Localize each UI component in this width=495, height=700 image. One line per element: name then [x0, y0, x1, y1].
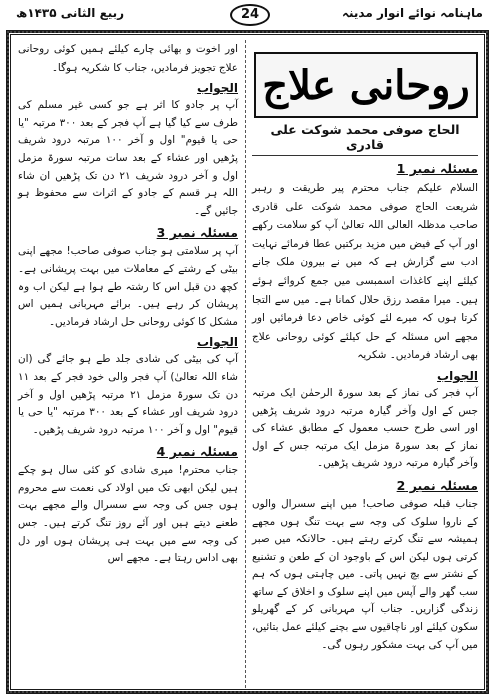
- question-2-text: جناب قبلہ صوفی صاحب! میں اپنے سسرال والوں کے ناروا سلوک کی وجہ سے بہت تنگ ہوں مجھے ہمیشہ سے تنگ کرتے رہتے ہیں۔ حالانکہ میں صبر کرتی ہوں لیکن اس کے باوجود ان کے طعن و تشنیع کے نشتر سے بچ نہیں پاتی۔ میں چاہتی ہوں کہ ہم سب گھر والے آپس میں اپنے سلوک و اخلاق کے ساتھ زندگی گزاریں۔ جناب آپ مہربانی کر کے گھریلو سکون کیلئے اور ناچاقیوں سے بچنے کیلئے عمل بتائیں، میں آپ کی بہت مشکور رہوں گی۔: [252, 497, 478, 651]
- article-title-box: [254, 52, 478, 118]
- continued-question-text: اور اخوت و بھائی چارے کیلئے ہمیں کوئی روحانی علاج تجویز فرمادیں، جناب کا شکریہ ہوگا۔: [18, 43, 238, 74]
- issue-date: ربیع الثانی ۱۴۳۵ھ: [16, 6, 125, 20]
- question-1-text: السلام علیکم جناب محترم پیر طریقت و رہبر شریعت الحاج صوفی محمد شوکت علی قادری صاحب مدظلہ العالی اللہ تعالیٰ آپ کو سلامت رکھے اور آپ کے فیض میں مزید برکتیں عطا فرمائے نہایت ادب سے گزارش ہے کہ میں نے بیرون ملک جانے کیلئے اپنے کاغذات اسمبسی میں جمع کروائے ہوئے ہیں۔ میرا مقصد رزق حلال کمانا ہے۔ میں سے التجا کرتا ہوں کہ میرے لئے کوئی خاص دعا فرمائیں اور مجھے اس مسئلہ کے حل کیلئے کوئی روحانی علاج بھی ارشاد فرمادیں۔ شکریہ: [252, 182, 478, 362]
- question-3-text: آپ پر سلامتی ہو جناب صوفی صاحب! مجھے اپنی بیٹی کے رشتے کے معاملات میں بہت پریشانی ہے۔ کچھ دن قبل اس کا رشتہ طے ہوا ہے لیکن اب وہ پریشان کر رہے ہیں۔ برائے مہربانی ہمیں اس مشکل کا کوئی روحانی حل ارشاد فرمادیں۔: [18, 245, 238, 328]
- question-1-heading: مسئلہ نمبر 1: [396, 161, 478, 176]
- answer-3-text: آپ کی بیٹی کی شادی جلد طے ہو جائے گی (ان شاء اللہ تعالیٰ) آپ فجر والی خود فجر کے بعد ۱۱ دن تک سورۃ مزمل ۲۱ مرتبہ پڑھیں اول و آخر درود شریف اور عشاء کے بعد ۳۰۰ مرتبہ "یا حی یا قیوم" اول و آخر ۱۰۰ مرتبہ درود شریف پڑھیں۔: [18, 353, 239, 436]
- right-column: [252, 40, 478, 654]
- question-4-text: جناب محترم! میری شادی کو کئی سال ہو چکے ہیں لیکن ابھی تک میں اولاد کی نعمت سے محروم ہوں جس کی وجہ سے سسرال والے مجھے بہت طعنے دیتے ہیں اور آئے روز تنگ کرتے ہیں۔ جس کی وجہ سے میں بہت ہی پریشان ہوں اور دل بھی اداس رہتا ہے۔ مجھے اس: [18, 464, 238, 565]
- answer-1-heading: الجواب: [437, 368, 478, 383]
- article-title: روحانی علاج: [262, 61, 470, 109]
- page-number: 24: [230, 4, 270, 26]
- question-2-heading: مسئلہ نمبر 2: [396, 477, 478, 493]
- page-header: [8, 4, 487, 28]
- article-author: الحاج صوفی محمد شوکت علی قادری: [252, 122, 478, 156]
- magazine-name: ماہنامہ نوائے انوار مدینہ: [341, 6, 483, 20]
- column-divider: [245, 40, 246, 688]
- question-3-heading: مسئلہ نمبر 3: [156, 225, 238, 241]
- left-column: [18, 40, 238, 568]
- answer-2-text: آپ پر جادو کا اثر ہے جو کسی غیر مسلم کی طرف سے کیا گیا ہے آپ فجر کے بعد ۳۰۰ مرتبہ "یا حی یا قیوم" اول و آخر ۱۰۰ مرتبہ درود شریف پڑھیں اور عشاء کے بعد سات مرتبہ سورۃ مزمل اول و آخر درود شریف ۲۱ دن تک پڑھیں ان شاء اللہ ہر قسم کے جادو کے اثرات سے محفوظ ہو جائیں گے۔: [18, 99, 238, 217]
- answer-2-heading: الجواب: [197, 81, 238, 96]
- answer-3-heading: الجواب: [197, 335, 238, 350]
- answer-1-text: آپ فجر کی نماز کے بعد سورۃ الرحمٰن ایک مرتبہ جس کے اول وآخر گیارہ مرتبہ درود شریف پڑھیں اور اسی طرح حسب معمول کے مطابق عشاء کی نماز کے بعد سورۃ مزمل ایک مرتبہ جس کے اول وآخر گیارہ مرتبہ درود شریف پڑھیں۔: [252, 386, 478, 470]
- question-4-heading: مسئلہ نمبر 4: [156, 444, 238, 460]
